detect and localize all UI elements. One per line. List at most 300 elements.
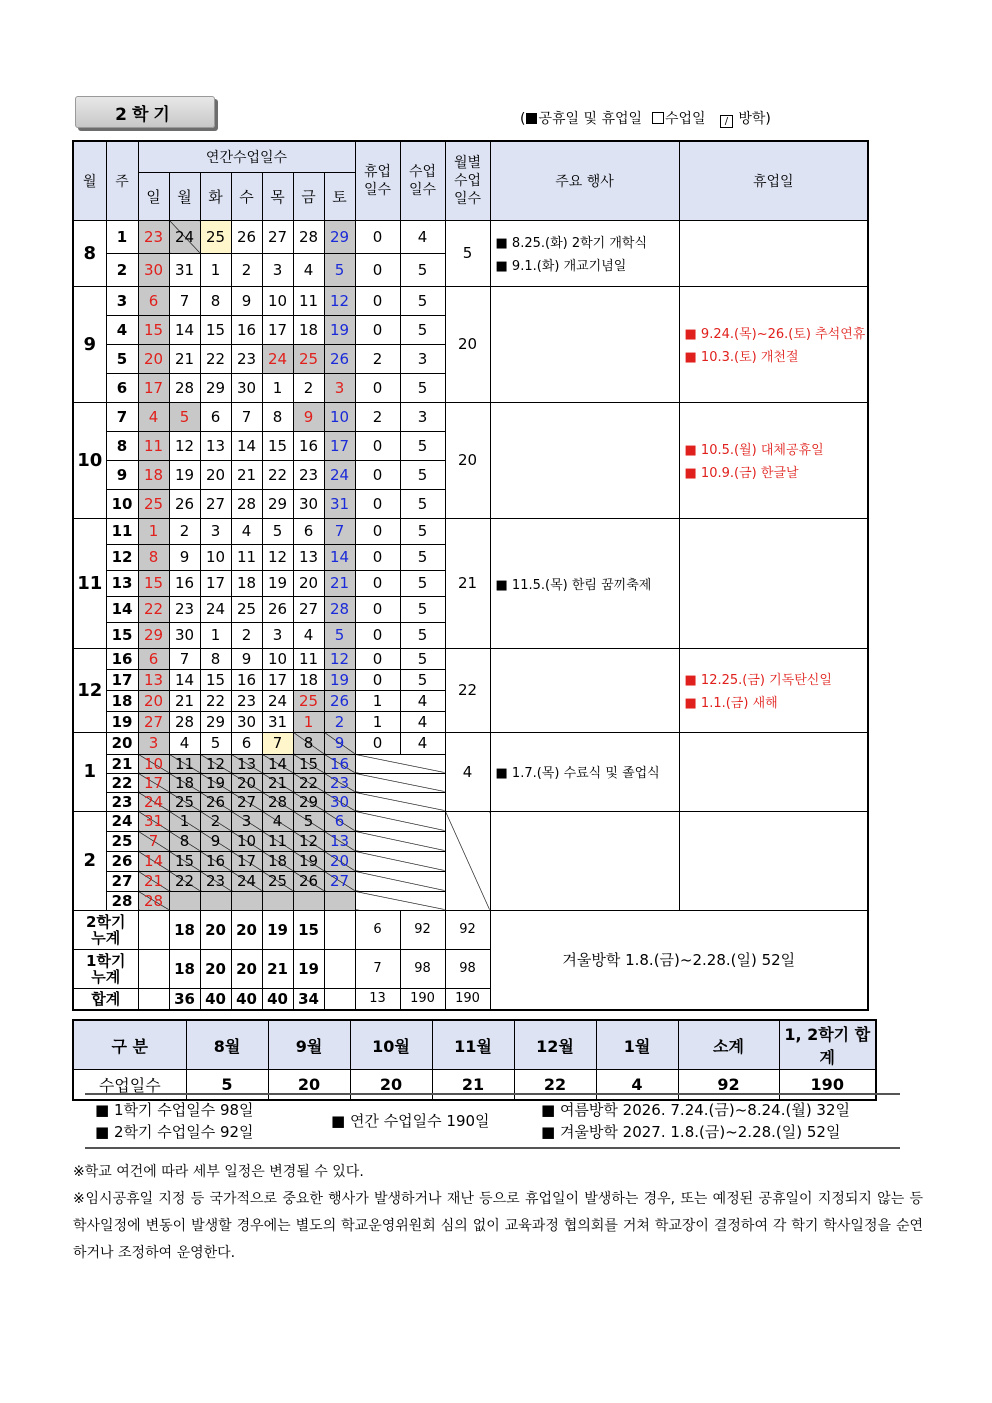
monthly-days: 4: [445, 732, 490, 811]
day-cell: 1: [138, 518, 169, 544]
class-days: 5: [400, 489, 445, 518]
day-cell: 5: [293, 811, 324, 831]
summary-value: 22: [514, 1070, 596, 1101]
day-cell: 19: [324, 669, 355, 690]
day-cell: 9: [231, 648, 262, 669]
day-cell: 27: [200, 489, 231, 518]
total-monthly: 98: [445, 949, 490, 988]
off-days: 1: [355, 690, 400, 711]
day-cell: 13: [231, 754, 262, 773]
day-cell: 21: [169, 344, 200, 373]
total-value: [138, 988, 169, 1010]
total-value: 20: [231, 910, 262, 949]
total-value: 36: [169, 988, 200, 1010]
section-title: 2학기: [115, 104, 175, 125]
day-cell: 17: [262, 669, 293, 690]
total-value: 18: [169, 949, 200, 988]
total-label: 합계: [73, 988, 138, 1010]
day-cell: 1: [200, 253, 231, 286]
day-cell: 25: [231, 596, 262, 622]
summary-value: 20: [268, 1070, 350, 1101]
day-cell: [169, 891, 200, 910]
holiday-item: ■ 9.24.(목)~26.(토) 추석연휴: [684, 327, 866, 342]
day-cell: 2: [169, 518, 200, 544]
week-row: [73, 648, 868, 669]
day-cell: 24: [262, 344, 293, 373]
off-days: 2: [355, 344, 400, 373]
day-cell: 27: [262, 220, 293, 253]
day-header-1: 월: [169, 172, 200, 220]
summary-header: 11월: [432, 1020, 514, 1070]
day-cell: [262, 891, 293, 910]
summary-value: 5: [186, 1070, 268, 1101]
day-cell: 18: [138, 460, 169, 489]
class-days: 5: [400, 669, 445, 690]
day-cell: [231, 891, 262, 910]
day-cell: 25: [262, 871, 293, 891]
day-cell: 5: [169, 402, 200, 431]
month-label: 8: [73, 220, 106, 286]
holidays-cell: [679, 286, 868, 402]
day-cell: 29: [200, 711, 231, 732]
summary-table: [72, 1019, 877, 1101]
day-cell: 8: [293, 732, 324, 754]
day-cell: 22: [293, 773, 324, 792]
week-number: 22: [106, 773, 138, 792]
event-item: ■ 1.7.(목) 수료식 및 졸업식: [495, 766, 660, 781]
holiday-item: ■ 10.9.(금) 한글날: [684, 466, 799, 481]
day-cell: 30: [324, 792, 355, 811]
day-cell: 17: [138, 373, 169, 402]
day-cell: 3: [324, 373, 355, 402]
day-cell: 12: [293, 831, 324, 851]
total-value: [324, 988, 355, 1010]
week-number: 8: [106, 431, 138, 460]
day-cell: 30: [231, 711, 262, 732]
day-cell: 23: [169, 596, 200, 622]
week-number: 15: [106, 622, 138, 648]
day-cell: 13: [138, 669, 169, 690]
off-days: 0: [355, 622, 400, 648]
day-header-6: 토: [324, 172, 355, 220]
total-off: 6: [355, 910, 400, 949]
class-days: 3: [400, 344, 445, 373]
day-cell: 15: [293, 754, 324, 773]
day-cell: 13: [324, 831, 355, 851]
day-cell: 12: [262, 544, 293, 570]
day-cell: 24: [324, 460, 355, 489]
total-value: 19: [262, 910, 293, 949]
day-cell: 31: [169, 253, 200, 286]
white-square-icon: [652, 112, 664, 124]
day-cell: 10: [231, 831, 262, 851]
off-days: [355, 831, 445, 851]
day-cell: 9: [169, 544, 200, 570]
class-days: 5: [400, 596, 445, 622]
day-cell: 15: [200, 669, 231, 690]
day-cell: 10: [138, 754, 169, 773]
month-label: 11: [73, 518, 106, 648]
week-number: 24: [106, 811, 138, 831]
off-days: [355, 871, 445, 891]
summary-header: 8월: [186, 1020, 268, 1070]
day-cell: 3: [262, 622, 293, 648]
total-label: 1학기 누계: [73, 949, 138, 988]
day-cell: 1: [169, 811, 200, 831]
holidays-cell: [679, 518, 868, 648]
class-days: 5: [400, 518, 445, 544]
holiday-item: ■ 10.3.(토) 개천절: [684, 350, 799, 365]
day-cell: 8: [200, 648, 231, 669]
holidays-cell: [679, 648, 868, 732]
day-cell: 25: [293, 690, 324, 711]
week-number: 23: [106, 792, 138, 811]
total-value: 20: [200, 949, 231, 988]
day-cell: 14: [262, 754, 293, 773]
total-value: 15: [293, 910, 324, 949]
week-number: 18: [106, 690, 138, 711]
event-item: ■ 11.5.(목) 한림 꿈끼축제: [495, 577, 652, 593]
day-cell: 14: [138, 851, 169, 871]
total-value: 40: [262, 988, 293, 1010]
legend-holiday: 공휴일 및 휴업일: [538, 111, 643, 127]
legend-school-day: 수업일: [664, 111, 706, 127]
day-cell: 1: [262, 373, 293, 402]
day-cell: 5: [200, 732, 231, 754]
day-cell: 31: [138, 811, 169, 831]
day-cell: 15: [200, 315, 231, 344]
week-row: [73, 811, 868, 831]
day-cell: 11: [293, 286, 324, 315]
day-cell: 27: [293, 596, 324, 622]
day-cell: 15: [138, 315, 169, 344]
summary-header: 1, 2학기 합계: [779, 1020, 876, 1070]
week-number: 21: [106, 754, 138, 773]
class-days: 4: [400, 220, 445, 253]
day-cell: 8: [138, 544, 169, 570]
month-label: 12: [73, 648, 106, 732]
info-box: [85, 1093, 900, 1149]
day-cell: 6: [324, 811, 355, 831]
legend: ( 공휴일 및 휴업일 수업일 / 방학): [520, 111, 771, 127]
week-number: 2: [106, 253, 138, 286]
off-days: [355, 851, 445, 871]
day-cell: 20: [231, 773, 262, 792]
day-cell: 19: [200, 773, 231, 792]
day-cell: 8: [262, 402, 293, 431]
day-cell: 18: [231, 570, 262, 596]
day-cell: 26: [262, 596, 293, 622]
day-cell: 26: [324, 344, 355, 373]
off-days: 0: [355, 544, 400, 570]
header-month: 월: [73, 141, 106, 220]
day-header-3: 수: [231, 172, 262, 220]
day-cell: 11: [293, 648, 324, 669]
total-row: [73, 910, 868, 949]
summary-header: 1월: [596, 1020, 678, 1070]
week-number: 12: [106, 544, 138, 570]
day-cell: 18: [169, 773, 200, 792]
info-summer: ■ 여름방학 2026. 7.24.(금)~8.24.(월) 32일: [541, 1101, 851, 1119]
off-days: 0: [355, 253, 400, 286]
off-days: 0: [355, 518, 400, 544]
day-cell: 29: [138, 622, 169, 648]
day-cell: 28: [169, 711, 200, 732]
day-cell: 4: [169, 732, 200, 754]
day-cell: 23: [231, 344, 262, 373]
week-row: [73, 402, 868, 431]
week-number: 5: [106, 344, 138, 373]
day-cell: 3: [231, 811, 262, 831]
off-days: 0: [355, 596, 400, 622]
day-cell: 31: [324, 489, 355, 518]
day-cell: 1: [200, 622, 231, 648]
black-square-icon: [526, 113, 537, 124]
off-days: [355, 754, 445, 773]
info-annual: ■ 연간 수업일수 190일: [331, 1112, 490, 1130]
day-cell: 2: [200, 811, 231, 831]
class-days: 5: [400, 648, 445, 669]
day-cell: 22: [138, 596, 169, 622]
day-cell: 15: [138, 570, 169, 596]
day-cell: 28: [169, 373, 200, 402]
holidays-cell: [679, 732, 868, 811]
day-cell: 26: [293, 871, 324, 891]
day-cell: 4: [138, 402, 169, 431]
day-cell: 4: [262, 811, 293, 831]
day-header-5: 금: [293, 172, 324, 220]
day-cell: 11: [262, 831, 293, 851]
week-number: 17: [106, 669, 138, 690]
day-cell: 23: [200, 871, 231, 891]
day-cell: 2: [231, 622, 262, 648]
summary-value: 92: [678, 1070, 779, 1101]
note-1: ※학교 여건에 따라 세부 일정은 변경될 수 있다.: [73, 1164, 364, 1180]
day-cell: [293, 891, 324, 910]
day-cell: 23: [138, 220, 169, 253]
monthly-days: 22: [445, 648, 490, 732]
day-cell: 21: [138, 871, 169, 891]
day-cell: 24: [262, 690, 293, 711]
off-days: 2: [355, 402, 400, 431]
day-cell: 11: [231, 544, 262, 570]
day-cell: 17: [231, 851, 262, 871]
month-label: 1: [73, 732, 106, 811]
day-cell: 18: [293, 669, 324, 690]
day-cell: 12: [324, 648, 355, 669]
week-number: 4: [106, 315, 138, 344]
day-cell: 15: [262, 431, 293, 460]
week-number: 10: [106, 489, 138, 518]
header-events: 주요 행사: [490, 141, 679, 220]
monthly-days: 20: [445, 286, 490, 402]
day-cell: 2: [293, 373, 324, 402]
class-days: 4: [400, 690, 445, 711]
total-class: 98: [400, 949, 445, 988]
day-cell: 4: [293, 253, 324, 286]
day-cell: 10: [262, 286, 293, 315]
day-cell: 14: [169, 669, 200, 690]
section-tab: [75, 96, 215, 128]
day-cell: 22: [169, 871, 200, 891]
day-cell: 5: [324, 253, 355, 286]
day-cell: 16: [169, 570, 200, 596]
summary-value: 수업일수: [73, 1070, 186, 1101]
class-days: 4: [400, 711, 445, 732]
total-monthly: 92: [445, 910, 490, 949]
week-number: 28: [106, 891, 138, 910]
day-cell: 11: [169, 754, 200, 773]
day-cell: 15: [169, 851, 200, 871]
day-cell: 4: [231, 518, 262, 544]
header-week: 주: [106, 141, 138, 220]
summary-value: 20: [350, 1070, 432, 1101]
day-cell: 5: [262, 518, 293, 544]
week-number: 20: [106, 732, 138, 754]
day-cell: 24: [231, 871, 262, 891]
notes: [73, 1159, 923, 1267]
day-cell: 24: [200, 596, 231, 622]
day-cell: 28: [324, 596, 355, 622]
total-value: 40: [231, 988, 262, 1010]
total-value: [138, 910, 169, 949]
day-cell: 14: [231, 431, 262, 460]
total-value: 21: [262, 949, 293, 988]
total-value: 20: [200, 910, 231, 949]
class-days: 3: [400, 402, 445, 431]
day-cell: 23: [293, 460, 324, 489]
day-cell: 10: [200, 544, 231, 570]
monthly-days: 20: [445, 402, 490, 518]
day-cell: 22: [262, 460, 293, 489]
off-days: [355, 792, 445, 811]
week-number: 3: [106, 286, 138, 315]
day-cell: 23: [324, 773, 355, 792]
day-cell: 21: [231, 460, 262, 489]
day-cell: 17: [200, 570, 231, 596]
header-class-days: 수업일수: [400, 141, 445, 220]
day-cell: 28: [138, 891, 169, 910]
week-number: 13: [106, 570, 138, 596]
off-days: [355, 891, 445, 910]
day-cell: 16: [324, 754, 355, 773]
summary-value: 4: [596, 1070, 678, 1101]
class-days: 5: [400, 544, 445, 570]
day-cell: 23: [231, 690, 262, 711]
day-cell: 14: [324, 544, 355, 570]
day-cell: 28: [262, 792, 293, 811]
day-cell: 2: [324, 711, 355, 732]
day-cell: 20: [293, 570, 324, 596]
total-value: [324, 949, 355, 988]
total-value: [138, 949, 169, 988]
week-number: 26: [106, 851, 138, 871]
day-cell: 9: [324, 732, 355, 754]
class-days: 5: [400, 315, 445, 344]
event-item: ■ 9.1.(화) 개교기념일: [495, 259, 627, 274]
holiday-item: ■ 10.5.(월) 대체공휴일: [684, 443, 824, 458]
off-days: [355, 811, 445, 831]
day-cell: 26: [324, 690, 355, 711]
day-cell: 10: [262, 648, 293, 669]
monthly-days: 5: [445, 220, 490, 286]
week-number: 1: [106, 220, 138, 253]
day-cell: 3: [262, 253, 293, 286]
day-cell: 7: [262, 732, 293, 754]
day-cell: 16: [231, 315, 262, 344]
day-header-4: 목: [262, 172, 293, 220]
class-days: 5: [400, 460, 445, 489]
note-2: ※임시공휴일 지정 등 국가적으로 중요한 행사가 발생하거나 재난 등으로 휴업일이 발생하는 경우, 또는 예정된 공휴일이 지정되지 않는 등 학사일정에 변동이 발생할 경우에는 별도의 학교운영위원회 심의 없이 교육과정 협의회를 거쳐 학교장이 결정하여 각 학기 학사일정을 순연하거나 조정하여 운영한다.: [73, 1191, 923, 1261]
day-cell: 7: [138, 831, 169, 851]
day-cell: 30: [169, 622, 200, 648]
day-cell: 24: [138, 792, 169, 811]
total-value: 19: [293, 949, 324, 988]
day-cell: 10: [324, 402, 355, 431]
day-cell: 27: [138, 711, 169, 732]
calendar-table: [72, 140, 869, 1011]
off-days: [355, 773, 445, 792]
info-winter: ■ 겨울방학 2027. 1.8.(금)~2.28.(일) 52일: [541, 1123, 841, 1141]
day-cell: 12: [169, 431, 200, 460]
summary-header: 10월: [350, 1020, 432, 1070]
day-cell: 8: [200, 286, 231, 315]
week-row: [73, 518, 868, 544]
day-cell: 12: [200, 754, 231, 773]
info-sem1: ■ 1학기 수업일수 98일: [95, 1101, 254, 1119]
day-cell: 29: [200, 373, 231, 402]
day-cell: 21: [324, 570, 355, 596]
off-days: 0: [355, 460, 400, 489]
day-cell: 19: [169, 460, 200, 489]
day-cell: 25: [169, 792, 200, 811]
total-value: 18: [169, 910, 200, 949]
day-cell: 3: [138, 732, 169, 754]
week-number: 11: [106, 518, 138, 544]
day-cell: 31: [262, 711, 293, 732]
off-days: 0: [355, 489, 400, 518]
day-cell: 19: [324, 315, 355, 344]
day-cell: 16: [293, 431, 324, 460]
day-cell: 28: [293, 220, 324, 253]
day-cell: 27: [324, 871, 355, 891]
header-holidays: 휴업일: [679, 141, 868, 220]
week-number: 9: [106, 460, 138, 489]
day-cell: 18: [293, 315, 324, 344]
day-cell: 29: [262, 489, 293, 518]
day-cell: 21: [169, 690, 200, 711]
total-class: 92: [400, 910, 445, 949]
off-days: 1: [355, 711, 400, 732]
holidays-cell: [679, 402, 868, 518]
week-number: 7: [106, 402, 138, 431]
events-cell: [490, 732, 679, 811]
day-cell: 30: [138, 253, 169, 286]
day-cell: 25: [200, 220, 231, 253]
events-cell: [490, 220, 679, 286]
week-number: 25: [106, 831, 138, 851]
off-days: 0: [355, 315, 400, 344]
class-days: 5: [400, 286, 445, 315]
total-label: 2학기 누계: [73, 910, 138, 949]
day-cell: 1: [293, 711, 324, 732]
day-cell: 7: [231, 402, 262, 431]
off-days: 0: [355, 669, 400, 690]
total-value: 40: [200, 988, 231, 1010]
day-cell: 19: [262, 570, 293, 596]
total-value: 20: [231, 949, 262, 988]
day-cell: 25: [138, 489, 169, 518]
